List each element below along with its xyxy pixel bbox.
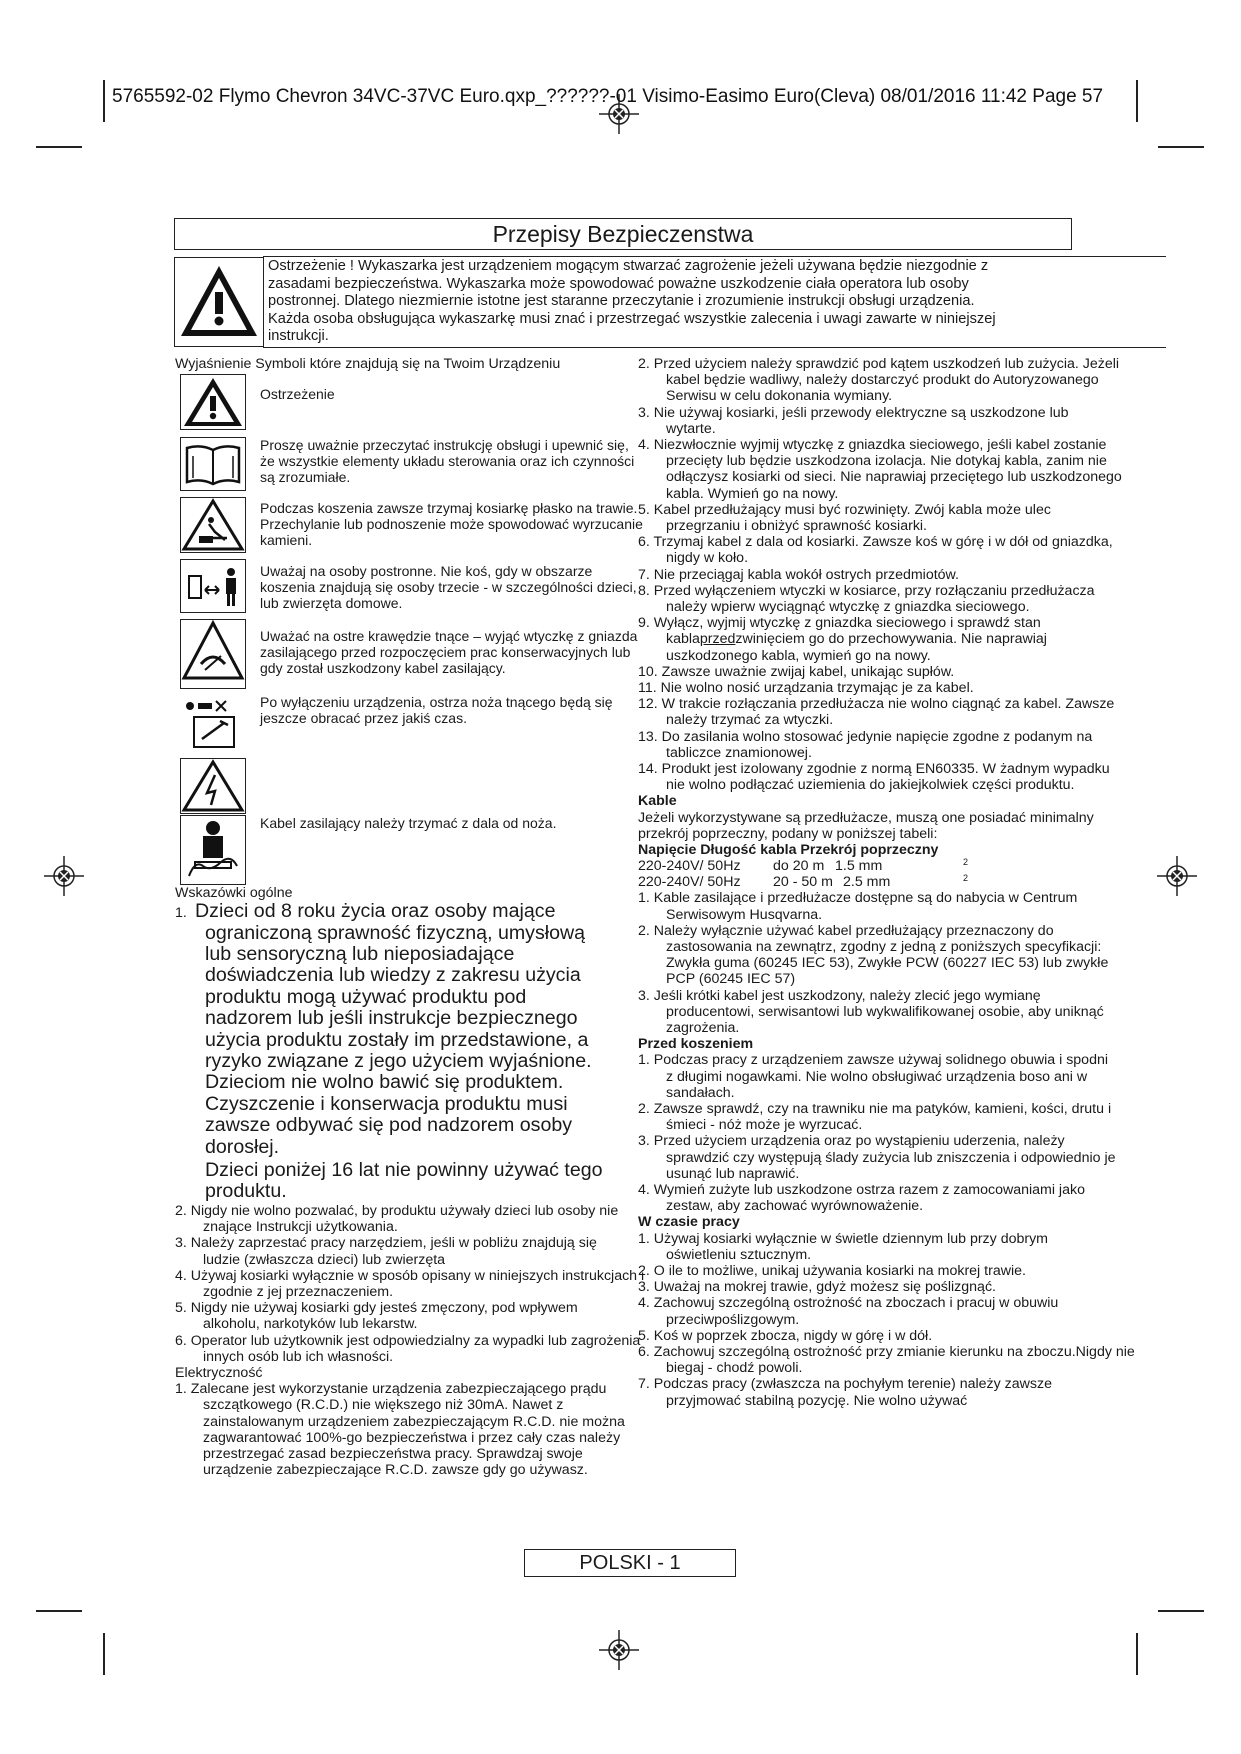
registration-mark-icon bbox=[599, 1630, 639, 1670]
symbols-heading: Wyjaśnienie Symboli które znajdują się na Twoim Urządzeniu bbox=[175, 356, 561, 372]
page-footer-label: POLSKI - 1 bbox=[524, 1549, 736, 1577]
symbol-text: Proszę uważnie przeczytać instrukcję obsługi i upewnić się, że wszystkie elementy układu sterowania oraz ich czynności są zrozumiałe. bbox=[260, 437, 635, 486]
before-item: 3. Przed użyciem urządzenia oraz po wystąpieniu uderzenia, należy sprawdzić czy występują ślady zużycia lub zniszczenia i odpowiednio je usunąć lub naprawić. bbox=[638, 1133, 1116, 1182]
elec-item: 14. Produkt jest izolowany zgodnie z normą EN60335. W żadnym wypadku nie wolno podłączać uziemienia do jakiejkolwiek części produktu. bbox=[638, 761, 1110, 794]
item9-text: zwinięciem go do przechowywania. Nie naprawiaj uszkodzonego kabla, wymień go na nowy. bbox=[666, 631, 1047, 664]
cell-length: do 20 m bbox=[773, 858, 825, 875]
item1-line: produktu mogą używać produktu pod bbox=[205, 985, 527, 1008]
cable-table-row bbox=[638, 874, 1128, 890]
item9-underlined: przed bbox=[699, 631, 736, 648]
cell-voltage: 220-240V/ 50Hz bbox=[638, 874, 741, 891]
cables-intro: Jeżeli wykorzystywane są przedłużacze, muszą one posiadać minimalny przekrój poprzeczny, podany w poniższej tabeli: bbox=[638, 809, 1094, 842]
symbol-frame bbox=[180, 559, 246, 613]
bystander-icon bbox=[181, 560, 245, 612]
elec-item: 2. Przed użyciem należy sprawdzić pod kątem uszkodzeń lub zużycia. Jeżeli kabel będzie wadliwy, należy dostarczyć produkt do Autoryzowanego Serwisu w celu dokonania wymiany. bbox=[638, 356, 1120, 405]
elec-item: 13. Do zasilania wolno stosować jedynie napięcie zgodne z podanym na tabliczce znamionowej. bbox=[638, 728, 1093, 761]
cell-length: 20 - 50 m bbox=[773, 874, 833, 891]
symbol-text: Podczas koszenia zawsze trzymaj kosiarkę płasko na trawie. Przechylanie lub podnoszenie może spowodować wyrzucanie kamieni. bbox=[260, 500, 643, 549]
elec-item: 3. Nie używaj kosiarki, jeśli przewody elektryczne są uszkodzone lub wytarte. bbox=[638, 404, 1069, 437]
during-item: 1. Używaj kosiarki wyłącznie w świetle dziennym lub przy dobrym oświetleniu sztucznym. bbox=[638, 1230, 1048, 1263]
item1-line: Dzieciom nie wolno bawić się produktem. bbox=[205, 1071, 564, 1094]
registration-mark-icon bbox=[1157, 856, 1197, 896]
warning-line: zasadami bezpieczeństwa. Wykaszarka może spowodować poważne uszkodzenie ciała operatora lub osoby bbox=[268, 275, 969, 292]
during-item: 3. Uważaj na mokrej trawie, gdyż możesz się poślizgnąć. bbox=[638, 1279, 996, 1296]
item-number: 1. bbox=[175, 905, 187, 922]
cell-section: 2.5 mm bbox=[843, 874, 891, 891]
elec-item: 7. Nie przeciągaj kabla wokół ostrych przedmiotów. bbox=[638, 566, 959, 583]
blade-rotating-icon bbox=[180, 691, 244, 751]
warning-triangle-icon bbox=[181, 375, 245, 429]
symbol-text: Po wyłączeniu urządzenia, ostrza noża tnącego będą się jeszcze obracać przez jakiś czas. bbox=[260, 694, 613, 727]
elec-item: 6. Trzymaj kabel z dala od kosiarki. Zawsze koś w górę i w dół od gniazdka, nigdy w koło. bbox=[638, 534, 1113, 567]
sharp-blade-icon bbox=[181, 620, 245, 688]
registration-mark-icon bbox=[44, 856, 84, 896]
before-item: 2. Zawsze sprawdź, czy na trawniku nie ma patyków, kamieni, kości, drutu i śmieci - nóż może je wyrzucać. bbox=[638, 1100, 1112, 1134]
elec-item: 4. Niezwłocznie wyjmij wtyczkę z gniazdka sieciowego, jeśli kabel zostanie przecięty lub będzie uszkodzona izolacja. Nie dotykaj kabla, zanim nie odłączysz kosiarki od sieci. Nie naprawiaj przeciętego lub uszkodzonego kabla. Wymień go na nowy. bbox=[638, 437, 1122, 502]
crop-mark bbox=[36, 146, 82, 148]
item1-line: Dzieci poniżej 16 lat nie powinny używać tego bbox=[205, 1159, 603, 1182]
symbol-text: Ostrzeżenie bbox=[260, 386, 335, 402]
cell-section: 1.5 mm bbox=[835, 858, 883, 875]
cable-table-header: Napięcie Długość kabla Przekrój poprzeczny bbox=[638, 842, 939, 859]
elec-item: 12. W trakcie rozłączania przedłużacza nie wolno ciągnąć za kabel. Zawsze należy trzymać za wtyczki. bbox=[638, 696, 1115, 729]
cell-sup: 2 bbox=[963, 857, 969, 868]
item1-line: Dzieci od 8 roku życia oraz osoby mające bbox=[195, 900, 556, 923]
general-item: 2. Nigdy nie wolno pozwalać, by produktu używały dzieci lub osoby nie znające Instrukcji użytkowania. bbox=[175, 1202, 619, 1236]
cable-table-row bbox=[638, 858, 1128, 874]
item1-line: produktu. bbox=[205, 1180, 287, 1203]
during-item: 4. Zachowuj szczególną ostrożność na zboczach i pracuj w obuwiu przeciwpoślizgowym. bbox=[638, 1295, 1059, 1328]
warning-frame bbox=[174, 257, 264, 347]
warning-line: instrukcji. bbox=[268, 328, 329, 344]
item1-line: lub sensoryczną lub nieposiadające bbox=[205, 943, 515, 966]
general-item-1 bbox=[175, 901, 645, 1203]
item1-line: doświadczenia lub wiedzy z zakresu użycia bbox=[205, 964, 581, 987]
elec-item-9 bbox=[638, 615, 1128, 664]
warning-line: Ostrzeżenie ! Wykaszarka jest urządzeniem mogącym stwarzać zagrożenie jeżeli używana będzie niezgodnie z bbox=[268, 258, 989, 274]
during-item: 7. Podczas pracy (zwłaszcza na pochyłym terenie) należy zawsze przyjmować stabilną pozycję. Nie wolno używać bbox=[638, 1376, 1052, 1409]
before-item: 1. Podczas pracy z urządzeniem zawsze używaj solidnego obuwia i spodni z długimi nogawkami. Nie wolno obsługiwać urządzenia boso ani w sandałach. bbox=[638, 1052, 1109, 1101]
during-heading: W czasie pracy bbox=[638, 1214, 740, 1231]
symbol-frame bbox=[180, 437, 246, 491]
crop-mark bbox=[1158, 1610, 1204, 1612]
item1-line: Czyszczenie i konserwacja produktu musi bbox=[205, 1092, 568, 1115]
symbol-frame bbox=[180, 758, 246, 814]
cables-item: 2. Należy wyłącznie używać kabel przedłużający przeznaczony do zastosowania na zewnątrz, zgodny z jedną z poniższych specyfikacji: Zwykła guma (60245 IEC 53), Zwykłe PCW (60227 IEC 53) lub zwykłe PCP (60245 IEC 57) bbox=[638, 922, 1109, 988]
electricity-item: 1. Zalecane jest wykorzystanie urządzenia zabezpieczającego prądu szczątkowego (R.C.D.) nie większego niż 30mA. Nawet z zainstalowanym urządzeniem zabezpieczającym R.C.D. nie można zagwarantować 100%-go bezpieczeństwa i przez cały czas należy przestrzegać zasad bezpieczeństwa pracy. Sprawdzaj swoje urządzenie zabezpieczające R.C.D. zawsze gdy go używasz. bbox=[175, 1381, 625, 1479]
page-title: Przepisy Bezpieczenstwa bbox=[174, 218, 1072, 250]
print-slug: 5765592-02 Flymo Chevron 34VC-37VC Euro.qxp_??????-01 Visimo-Easimo Euro(Cleva) 08/01/2016 11:42 Page 57 bbox=[112, 86, 1104, 107]
elec-item: 10. Zawsze uważnie zwijaj kabel, unikając supłów. bbox=[638, 663, 955, 680]
symbol-frame bbox=[180, 374, 246, 430]
during-item: 2. O ile to możliwe, unikaj używania kosiarki na mokrej trawie. bbox=[638, 1262, 1026, 1279]
during-item: 5. Koś w poprzek zbocza, nigdy w górę i w dół. bbox=[638, 1327, 933, 1344]
right-column bbox=[638, 356, 1135, 1409]
symbol-frame bbox=[180, 497, 246, 553]
general-item: 6. Operator lub użytkownik jest odpowiedzialny za wypadki lub zagrożenia innych osób lub ich własności. bbox=[175, 1332, 641, 1365]
warning-triangle-icon bbox=[175, 258, 263, 346]
electric-hazard-icon bbox=[181, 759, 245, 813]
cable-away-icon bbox=[181, 816, 245, 884]
cell-voltage: 220-240V/ 50Hz bbox=[638, 858, 741, 875]
cell-sup: 2 bbox=[963, 873, 969, 884]
symbol-frame bbox=[180, 815, 246, 885]
item9-text: 9. Wyłącz, wyjmij wtyczkę z gniazdka sieciowego i sprawdź stan kabla bbox=[638, 615, 1041, 648]
elec-item: 8. Przed wyłączeniem wtyczki w kosiarce, przy rozłączaniu przedłużacza należy wpierw wyciągnąć wtyczkę z gniazdka sieciowego. bbox=[638, 582, 1095, 616]
symbol-text: Uważać na ostre krawędzie tnące – wyjąć wtyczkę z gniazda zasilającego przed rozpoczęciem prac konserwacyjnych lub gdy został uszkodzony kabel zasilający. bbox=[260, 628, 638, 677]
crop-mark bbox=[36, 1610, 82, 1612]
crop-mark bbox=[103, 1633, 105, 1675]
item1-line: zawsze odbywać się pod nadzorem osoby bbox=[205, 1114, 573, 1137]
warning-line: postronnej. Dlatego niezmiernie istotne jest staranne przeczytanie i zrozumienie instrukcji obsługi urządzenia. bbox=[268, 293, 975, 309]
crop-mark bbox=[1136, 1633, 1138, 1675]
general-heading: Wskazówki ogólne bbox=[175, 885, 293, 901]
warning-text bbox=[263, 256, 1166, 348]
item1-line: użycia produktu zostały im przedstawione, a bbox=[205, 1028, 589, 1051]
before-item: 4. Wymień zużyte lub uszkodzone ostrza razem z zamocowaniami jako zestaw, aby zachować wyrównoważenie. bbox=[638, 1181, 1085, 1215]
electricity-heading: Elektryczność bbox=[175, 1364, 263, 1381]
general-item: 5. Nigdy nie używaj kosiarki gdy jesteś zmęczony, pod wpływem alkoholu, narkotyków lub lekarstw. bbox=[175, 1300, 578, 1333]
cables-heading: Kable bbox=[638, 793, 677, 810]
crop-mark bbox=[103, 80, 105, 122]
elec-item: 5. Kabel przedłużający musi być rozwinięty. Zwój kabla może ulec przegrzaniu i obniżyć sprawność kosiarki. bbox=[638, 501, 1051, 535]
read-manual-icon bbox=[181, 438, 245, 490]
general-section bbox=[175, 885, 645, 1478]
mow-flat-icon bbox=[181, 498, 245, 552]
elec-item: 11. Nie wolno nosić urządzania trzymając je za kabel. bbox=[638, 680, 974, 697]
during-item: 6. Zachowuj szczególną ostrożność przy zmianie kierunku na zboczu.Nigdy nie biegaj - chodź powoli. bbox=[638, 1343, 1135, 1377]
symbol-frame bbox=[180, 691, 246, 751]
item1-line: ryzyko związane z jego użyciem wyjaśnione. bbox=[205, 1050, 592, 1073]
symbol-text: Kabel zasilający należy trzymać z dala od noża. bbox=[260, 815, 557, 831]
crop-mark bbox=[1158, 146, 1204, 148]
item1-line: dorosłej. bbox=[205, 1135, 280, 1158]
cables-item: 1. Kable zasilające i przedłużacze dostępne są do nabycia w Centrum Serwisowym Husqvarna. bbox=[638, 890, 1078, 923]
symbol-frame bbox=[180, 619, 246, 689]
general-item: 4. Używaj kosiarki wyłącznie w sposób opisany w niniejszych instrukcjach i zgodnie z jej przeznaczeniem. bbox=[175, 1267, 645, 1300]
warning-line: Każda osoba obsługująca wykaszarkę musi znać i przestrzegać wszystkie zalecenia i uwagi zawarte w niniejszej bbox=[268, 310, 996, 327]
item1-line: ograniczoną sprawność fizyczną, umysłową bbox=[205, 921, 586, 944]
cables-item: 3. Jeśli krótki kabel jest uszkodzony, należy zlecić jego wymianę producentowi, serwisantowi lub wykwalifikowanej osobie, aby uniknąć zagrożenia. bbox=[638, 987, 1104, 1036]
item1-line: nadzorem lub jeśli instrukcje bezpiecznego bbox=[205, 1007, 578, 1030]
before-heading: Przed koszeniem bbox=[638, 1036, 754, 1053]
general-item: 3. Należy zaprzestać pracy narzędziem, jeśli w pobliżu znajdują się ludzie (zwłaszcza dzieci) lub zwierzęta bbox=[175, 1235, 597, 1268]
symbol-text: Uważaj na osoby postronne. Nie koś, gdy w obszarze koszenia znajdują się osoby trzecie - w szczególności dzieci, lub zwierzęta domowe. bbox=[260, 563, 637, 612]
